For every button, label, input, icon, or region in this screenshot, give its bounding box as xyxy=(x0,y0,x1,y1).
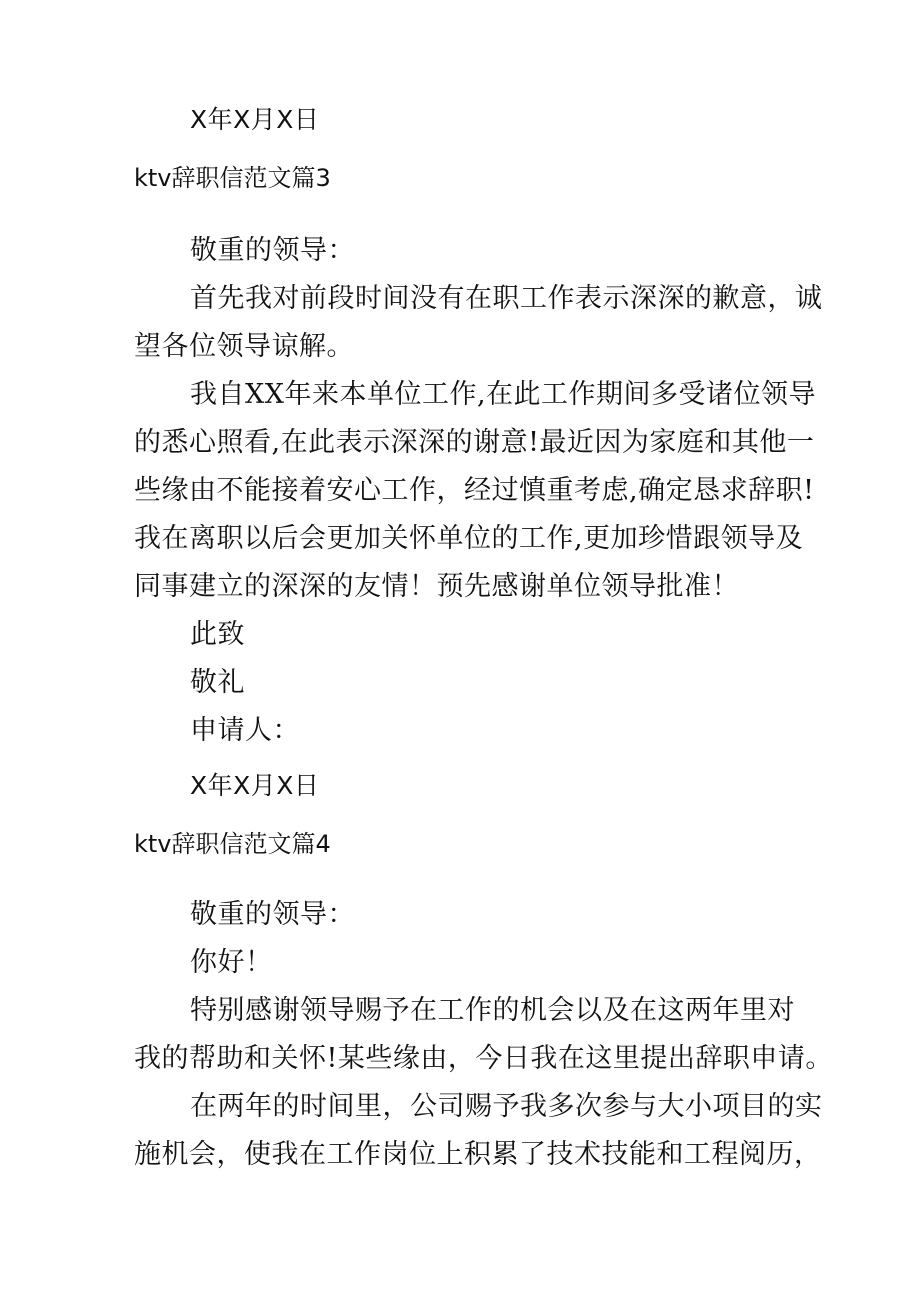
closing-line: 敬礼 xyxy=(190,667,245,698)
paragraph-line: 在两年的时间里，公司赐予我多次参与大小项目的实 xyxy=(190,1091,823,1122)
paragraph-line: 同事建立的深深的友情！预先感谢单位领导批准！ xyxy=(134,571,739,602)
paragraph-line: 施机会，使我在工作岗位上积累了技术技能和工程阅历， xyxy=(134,1139,822,1170)
greeting-line: 你好！ xyxy=(190,947,273,978)
paragraph-line: 我在离职以后会更加关怀单位的工作,更加珍惜跟领导及 xyxy=(134,523,804,554)
paragraph-line: 我自XX年来本单位工作,在此工作期间多受诸位领导 xyxy=(190,379,817,410)
section-heading-3: ktv辞职信范文篇3 xyxy=(134,164,331,192)
date-line: X年X月X日 xyxy=(190,105,320,134)
salutation: 敬重的领导： xyxy=(190,235,355,266)
paragraph-line: 的悉心照看,在此表示深深的谢意!最近因为家庭和其他一 xyxy=(134,427,815,458)
applicant-line: 申请人： xyxy=(190,715,300,746)
closing-line: 此致 xyxy=(190,619,245,650)
paragraph-line: 首先我对前段时间没有在职工作表示深深的歉意，诚 xyxy=(190,283,823,314)
section-heading-4: ktv辞职信范文篇4 xyxy=(134,830,331,858)
paragraph-line: 些缘由不能接着安心工作，经过慎重考虑,确定恳求辞职! xyxy=(134,475,815,506)
paragraph-line: 望各位领导谅解。 xyxy=(134,331,354,362)
paragraph-line: 我的帮助和关怀!某些缘由，今日我在这里提出辞职申请。 xyxy=(134,1043,833,1074)
salutation: 敬重的领导： xyxy=(190,899,355,930)
date-line: X年X月X日 xyxy=(190,771,320,800)
paragraph-line: 特别感谢领导赐予在工作的机会以及在这两年里对 xyxy=(190,995,795,1026)
